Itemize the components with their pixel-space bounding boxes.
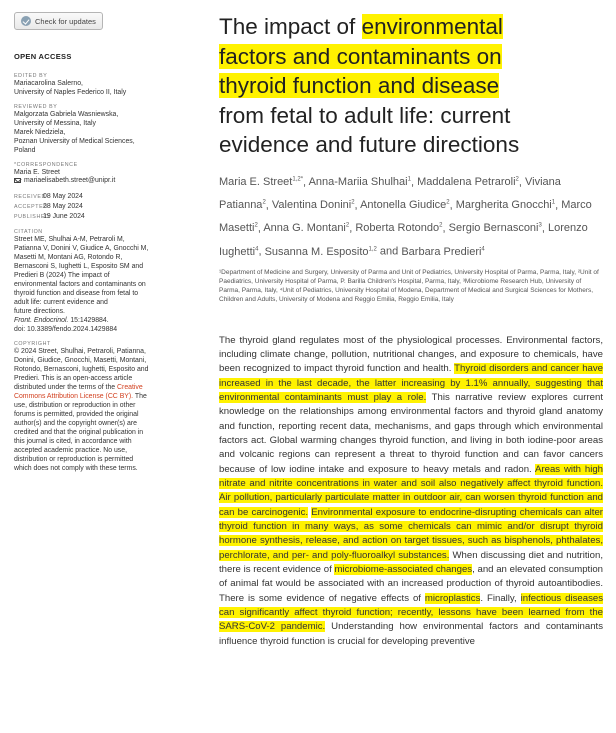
check-icon bbox=[21, 16, 31, 26]
author-affiliation-marker: 2 bbox=[345, 222, 350, 229]
author-affiliation-marker: 2 bbox=[262, 199, 266, 206]
copyright-line: author(s) and the copyright owner(s) are bbox=[14, 420, 137, 427]
reviewed-by-label: REVIEWED BY bbox=[14, 104, 58, 110]
author-list: Maria E. Street$^{1,2*}$, Anna-Mariia Shulhai$^1$, Maddalena Petraroli$^2$, Viviana Patianna$^2$, Valentina Donini$^2$, Antonella Giudice$^2$, Margherita Gnocchi$^1$, Marco Masetti$^2$, Anna G. Montani$^2$, Roberta Rotondo$^2$, Sergio Bernasconi$^3$, Lorenzo Iughetti$^4$, Susanna M. Esposito$^{1,2}$ and Barbara Predieri$^4$ bbox=[219, 176, 592, 258]
citation-line: Patianna V, Donini V, Giudice A, Gnocchi M, bbox=[14, 245, 149, 252]
author-name[interactable]: Roberta Rotondo$^2$ bbox=[355, 222, 443, 235]
citation-doi[interactable]: doi: 10.3389/fendo.2024.1429884 bbox=[14, 326, 118, 333]
author-affiliation-marker: 2 bbox=[446, 199, 450, 206]
copyright-line: Predieri. This is an open-access article bbox=[14, 375, 133, 382]
title-part-highlighted: environmental bbox=[361, 14, 503, 39]
copyright-line: Donini, Giudice, Gnocchi, Masetti, Montani, bbox=[14, 357, 147, 364]
citation-journal: Front. Endocrinol. bbox=[14, 317, 69, 324]
title-part: from fetal to adult life: current bbox=[219, 102, 511, 128]
dates bbox=[14, 192, 194, 222]
copyright-line: credited and that the original publication in bbox=[14, 429, 144, 436]
author-name[interactable]: Valentina Donini$^2$ bbox=[271, 199, 355, 212]
affiliations: ¹Department of Medicine and Surgery, University of Parma and Unit of Pediatrics, University Hospital of Parma, Parma, Italy, ²Unit of Paediatrics, University Hospital of Parma, P. Barilla Children's Hospital, Parma, Italy, ³Microbiome Research Hub, University of Parma, Parma, Italy, ⁴Unit of Pediatrics, University Hospital of Modena, Department of Medical and Surgical Sciences for Mothers, Children and Adults, University of Modena and Reggio Emilia, Reggio Emilia, Italy bbox=[219, 269, 599, 304]
citation-line: future directions. bbox=[14, 308, 65, 315]
author-affiliation-marker: 2 bbox=[351, 199, 355, 206]
reviewed-by bbox=[14, 110, 194, 155]
cc-license-link[interactable]: Creative bbox=[117, 384, 143, 391]
accepted-row bbox=[14, 202, 194, 212]
copyright-label: COPYRIGHT bbox=[14, 341, 51, 347]
accepted-label: ACCEPTED bbox=[14, 204, 48, 210]
author-affiliation-marker: 1,2* bbox=[292, 176, 304, 183]
abstract-text: Understanding how environmental factors and contaminants influence thyroid function is crucial for developing preventive bbox=[219, 621, 603, 647]
copyright-line-with-link bbox=[14, 392, 194, 401]
abstract-text: The thyroid gland regulates most of the physiological processes. Environmental factors, including climate change, pollution, nutritional changes, and exposure to chemicals, have been recognized to impact thyroid function and health. bbox=[219, 334, 603, 375]
author-affiliation-marker: 2 bbox=[439, 222, 443, 229]
mail-icon bbox=[14, 178, 21, 183]
citation-line: environmental factors and contaminants on bbox=[14, 281, 146, 288]
author-name[interactable]: Marco Masetti$^2$ bbox=[219, 199, 592, 235]
check-for-updates-button[interactable] bbox=[14, 12, 103, 30]
copyright-line: distributed under the terms of the bbox=[14, 384, 116, 391]
reviewer-name: Malgorzata Gabriela Wasniewska, bbox=[14, 111, 119, 118]
abstract-highlight: Thyroid disorders and cancer have increased in the last decade, the latter increasing by 1.1% annually, suggesting that environmental contaminants must play a role. bbox=[219, 363, 603, 403]
author-affiliation-marker: 1 bbox=[407, 176, 411, 183]
reviewer-affiliation: Poland bbox=[14, 147, 36, 154]
citation-line: thyroid function and disease from fetal to bbox=[14, 290, 139, 297]
author-joiner: and bbox=[376, 245, 402, 258]
copyright-line: The bbox=[134, 393, 147, 400]
abstract-text: , and an elevated consumption of animal fat would be associated with an increased production of thyroid autoantibodies. There is some evidence of negative effects of bbox=[219, 564, 603, 604]
cc-license-link[interactable]: Commons Attribution License (CC BY). bbox=[14, 393, 134, 400]
copyright-line: which does not comply with these terms. bbox=[14, 465, 138, 472]
citation-volume: 15:1429884. bbox=[70, 317, 109, 324]
accepted-date: 28 May 2024 bbox=[43, 203, 83, 210]
author-name[interactable]: Barbara Predieri$^4$ bbox=[401, 245, 485, 258]
abstract-text: . Finally, bbox=[480, 592, 521, 604]
copyright-line: accepted academic practice. No use, bbox=[14, 447, 127, 454]
copyright-line: Rotondo, Bernasconi, Iughetti, Esposito and bbox=[14, 366, 149, 373]
abstract-highlight: Environmental exposure to endocrine-disrupting chemicals can alter thyroid function in many ways, as some chemicals can mimic and/or disrupt thyroid hormone synthesis, release, and action on target tissues, such as bisphenols, phthalates, perchlorate, and per- and poly-fluoroalkyl substances. bbox=[219, 506, 603, 561]
author-name[interactable]: Lorenzo Iughetti$^4$ bbox=[219, 222, 588, 258]
abstract bbox=[219, 334, 603, 650]
copyright-line: © 2024 Street, Shulhai, Petraroli, Patianna, bbox=[14, 348, 146, 355]
author-affiliation-marker: 2 bbox=[515, 176, 519, 183]
abstract-text: When discussing diet and nutrition, there is recent evidence of bbox=[219, 549, 604, 575]
author-affiliation-marker: 1 bbox=[551, 199, 556, 206]
author-name[interactable]: Anna G. Montani$^2$ bbox=[263, 222, 350, 235]
editor-affiliation: University of Naples Federico II, Italy bbox=[14, 89, 127, 96]
published-date: 19 June 2024 bbox=[43, 213, 85, 220]
title-part-highlighted: thyroid function and disease bbox=[219, 73, 500, 98]
author-name[interactable]: Maria E. Street$^{1,2*}$ bbox=[219, 176, 304, 189]
article-main bbox=[219, 12, 603, 649]
published-label: PUBLISHED bbox=[14, 214, 50, 220]
title-part-highlighted: factors and contaminants on bbox=[219, 43, 502, 69]
author-name[interactable]: Sergio Bernasconi$^3$ bbox=[448, 222, 542, 235]
edited-by bbox=[14, 79, 194, 97]
author-name[interactable]: Margherita Gnocchi$^1$ bbox=[455, 199, 556, 212]
citation-line: Street ME, Shulhai A-M, Petraroli M, bbox=[14, 236, 125, 243]
author-name[interactable]: Viviana Patianna$^2$ bbox=[219, 176, 561, 212]
author-affiliation-marker: 3 bbox=[538, 222, 542, 229]
copyright bbox=[14, 347, 194, 473]
abstract-highlight: microbiome-associated changes bbox=[334, 564, 473, 575]
received-label: RECEIVED bbox=[14, 194, 46, 200]
title-part: The impact of bbox=[219, 14, 362, 39]
edited-by-label: EDITED BY bbox=[14, 73, 48, 79]
received-date: 08 May 2024 bbox=[43, 193, 83, 200]
copyright-line-with-link bbox=[14, 383, 194, 392]
abstract-text: This narrative review explores current knowledge on the relationships among environmental factors and thyroid gland anatomy and function, reporting recent data, mechanisms, and gaps through which environmental factors act. Global warming changes thyroid function, and living in both iodine-poor areas and volcanic regions can represent a threat to thyroid function and can favor cancers because of low iodine intake and exposure to heavy metals and radon. bbox=[219, 391, 603, 475]
check-updates-label: Check for updates bbox=[35, 16, 96, 26]
correspondence-name: Maria E. Street bbox=[14, 169, 60, 176]
correspondence-email[interactable] bbox=[14, 177, 194, 184]
citation bbox=[14, 235, 194, 334]
citation-label: CITATION bbox=[14, 229, 43, 235]
author-name[interactable]: Antonella Giudice$^2$ bbox=[360, 199, 450, 212]
article-sidebar bbox=[14, 12, 194, 473]
received-row bbox=[14, 192, 194, 202]
citation-line: Bernasconi S, Iughetti L, Esposito SM and bbox=[14, 263, 144, 270]
abstract-highlight: infectious diseases can significantly affect thyroid function; recently, lessons have been learned from the SARS-CoV-2 pandemic. bbox=[219, 592, 603, 633]
author-affiliation-marker: 4 bbox=[255, 245, 259, 252]
published-row bbox=[14, 212, 194, 222]
copyright-line: distribution or reproduction is permitted bbox=[14, 456, 134, 463]
citation-journal-line bbox=[14, 316, 194, 325]
author-affiliation-marker: 4 bbox=[481, 245, 485, 252]
author-affiliation-marker: 1,2 bbox=[368, 245, 377, 252]
citation-line: Masetti M, Montani AG, Rotondo R, bbox=[14, 254, 123, 261]
abstract-highlight: microplastics bbox=[424, 592, 481, 604]
abstract-highlight: Areas with high nitrate and nitrite concentrations in water and soil also negatively affect thyroid function. Air pollution, particularly particulate matter in outdoor air, can worsen thyroid function and can be carcinogenic. bbox=[219, 463, 604, 518]
copyright-line: this journal is cited, in accordance with bbox=[14, 438, 132, 445]
title-part: evidence and future directions bbox=[219, 132, 520, 157]
author-affiliation-marker: 2 bbox=[254, 222, 258, 229]
citation-line: adult life: current evidence and bbox=[14, 299, 108, 306]
open-access-label: OPEN ACCESS bbox=[14, 52, 72, 61]
author-name[interactable]: Susanna M. Esposito$^{1,2}$ bbox=[264, 245, 377, 258]
copyright-line: use, distribution or reproduction in other bbox=[14, 402, 136, 409]
article-title bbox=[219, 12, 603, 160]
reviewer-affiliation: University of Messina, Italy bbox=[14, 120, 96, 127]
reviewer-name: Marek Niedziela, bbox=[14, 129, 66, 136]
email-address[interactable]: mariaelisabeth.street@unipr.it bbox=[24, 177, 116, 184]
author-name[interactable]: Anna-Mariia Shulhai$^1$ bbox=[308, 176, 411, 189]
editor-name: Mariacarolina Salerno, bbox=[14, 80, 83, 87]
reviewer-affiliation: Poznan University of Medical Sciences, bbox=[14, 138, 135, 145]
copyright-line: forums is permitted, provided the original bbox=[14, 411, 139, 418]
correspondence-label: *CORRESPONDENCE bbox=[14, 162, 78, 168]
citation-line: Predieri B (2024) The impact of bbox=[14, 272, 110, 279]
author-name[interactable]: Maddalena Petraroli$^2$ bbox=[417, 176, 519, 189]
